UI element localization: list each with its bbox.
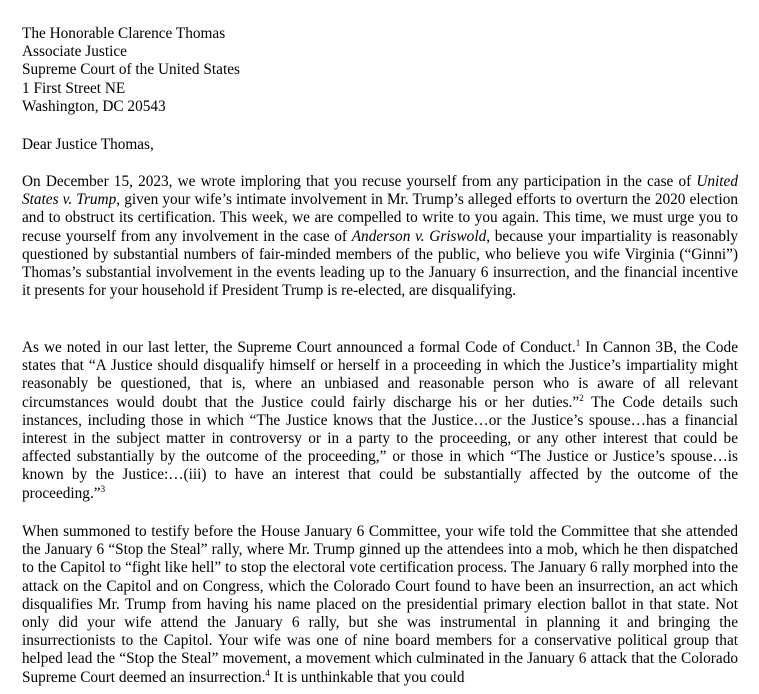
- footnote-ref-4[interactable]: 4: [265, 667, 270, 678]
- footnote-ref-3[interactable]: 3: [100, 483, 106, 494]
- paragraph-1-text-a: On December 15, 2023, we wrote imploring that you recuse yourself from any participation in the case of: [22, 173, 697, 190]
- paragraph-2-text-a: As we noted in our last letter, the Supreme Court announced a formal Code of Conduct.: [22, 339, 576, 356]
- paragraph-3-text-a: When summoned to testify before the House January 6 Committee, your wife told the Committee that she attended the January 6 “Stop the Steal” rally, where Mr. Trump ginned up the attendees into a mob, which he then dispatched to the Capitol to “fight like hell” to stop the electoral vote certification process. The January 6 rally morphed into the attack on the Capitol and on Congress, which the Colorado Court found to have been an insurrection, an act which disqualifies Mr. Trump from having his name placed on the presidential primary election ballot in that state. Not only did your wife attend the January 6 rally, but she was instrumental in planning it and bringing the insurrectionists to the Capitol. Your wife was one of nine board members for a conservative political group that helped lead the “Stop the Steal” movement, a movement which culminated in the January 6 attack that the Colorado Supreme Court deemed an insurrection.: [22, 523, 738, 686]
- address-line-city: Washington, DC 20543: [22, 97, 166, 115]
- paragraph-1-text-c: , because your impartiality is reasonably questioned by substantial numbers of fair-minded members of the public, who believe you wife Virginia (“Ginni”) Thomas’s substantial involvement in the events leading up to the January 6 insurrection, and the financial incentive it presents for your household if President Trump is re-elected, are disqualifying.: [22, 227, 738, 300]
- address-line-name: The Honorable Clarence Thomas: [22, 25, 226, 42]
- footnote-ref-1[interactable]: 1: [575, 337, 581, 348]
- case-name-united-states-v-trump: United States v. Trump: [22, 173, 738, 209]
- paragraph-2: [22, 339, 738, 503]
- paragraph-1-text-b: , given your wife’s intimate involvement in Mr. Trump’s alleged efforts to overturn the 2020 election and to obstruct its certification. This week, we are compelled to write to you again. This time, we must urge you to recuse yourself from any involvement in the case of: [22, 191, 738, 245]
- address-line-court: Supreme Court of the United States: [22, 61, 240, 79]
- address-line-street: 1 First Street NE: [22, 79, 126, 97]
- paragraph-3-text-b: It is unthinkable that you could: [269, 668, 465, 686]
- paragraph-2-text-b: In Cannon 3B, the Code states that “A Justice should disqualify himself or herself in a proceeding in which the Justice’s impartiality might reasonably be questioned, that is, where an unbiased and reasonable person who is aware of all relevant circumstances would doubt that the Justice could fairly discharge his or her duties.”: [22, 339, 738, 411]
- salutation: Dear Justice Thomas,: [22, 136, 154, 153]
- recipient-address: [22, 25, 240, 116]
- paragraph-1: [22, 173, 738, 300]
- paragraph-3: [22, 523, 738, 687]
- footnote-ref-2[interactable]: 2: [579, 392, 584, 403]
- address-line-title: Associate Justice: [22, 43, 127, 61]
- paragraph-2-text-c: The Code details such instances, including those in which “The Justice knows that the Justice…or the Justice’s spouse…has a financial interest in the subject matter in controversy or in a party to the proceeding, or any other interest that could be affected substantially by the outcome of the proceeding,” or those in which “The Justice or Justice’s spouse…is known by the Justice:…(iii) to have an interest that could be substantially affected by the outcome of the proceeding.”: [22, 393, 739, 502]
- case-name-anderson-v-griswold: Anderson v. Griswold: [351, 227, 487, 245]
